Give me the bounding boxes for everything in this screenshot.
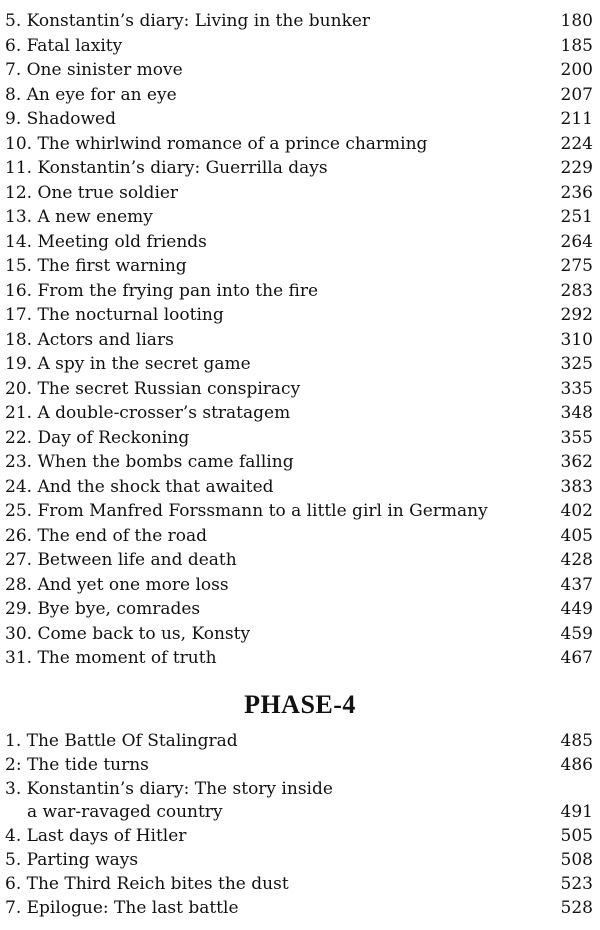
toc-entry (5, 9, 595, 34)
toc-entry (5, 873, 595, 897)
toc-entry-title: 26. The end of the road (5, 525, 208, 546)
toc-entry-page: 310 (560, 329, 593, 350)
toc-entry-page: 523 (560, 873, 593, 894)
toc-entry-page: 325 (560, 354, 593, 374)
toc-entry-title: a war-ravaged country (27, 802, 223, 823)
toc-entry-page: 207 (560, 84, 593, 105)
toc-entry (5, 825, 595, 849)
toc-entry-page: 485 (560, 731, 593, 751)
toc-entry-page: 180 (560, 11, 593, 31)
toc-entry-page: 437 (560, 574, 593, 595)
toc-entry-page: 275 (560, 256, 593, 276)
toc-entry-title: 28. And yet one more loss (5, 574, 229, 595)
toc-entry (5, 205, 595, 230)
toc-entry (5, 622, 595, 647)
toc-entry (5, 897, 595, 921)
toc-entry (5, 548, 595, 573)
toc-entry (5, 646, 595, 671)
toc-entry-title: 9. Shadowed (5, 109, 116, 129)
toc-entry (5, 58, 595, 83)
toc-entry-page: 264 (560, 231, 593, 252)
toc-entry (5, 279, 595, 304)
toc-entry-title: 27. Between life and death (5, 550, 237, 570)
toc-entry-title: 16. From the frying pan into the fire (5, 280, 319, 301)
toc-entry-title: 7. One sinister move (5, 60, 183, 80)
toc-entry-page: 348 (560, 403, 593, 423)
toc-section-phase-4 (5, 730, 595, 920)
toc-entry-page: 185 (560, 35, 593, 56)
toc-entry-page: 528 (560, 897, 593, 918)
toc-entry (5, 499, 595, 524)
phase-heading: PHASE-4 (244, 690, 356, 719)
toc-entry (5, 849, 595, 873)
toc-entry (5, 107, 595, 132)
toc-entry-title: 25. From Manfred Forssmann to a little girl in Germany (5, 501, 488, 521)
toc-entry-page: 459 (560, 623, 593, 644)
toc-entry-page: 229 (560, 158, 593, 178)
toc-entry-title: 19. A spy in the secret game (5, 354, 251, 374)
toc-entry (5, 730, 595, 754)
toc-entry-title: 6. Fatal laxity (5, 35, 123, 56)
toc-entry-title: 5. Konstantin’s diary: Living in the bunker (5, 11, 371, 31)
toc-entry (5, 230, 595, 255)
toc-entry-title: 7. Epilogue: The last battle (5, 897, 239, 918)
toc-entry-title: 15. The first warning (5, 256, 187, 276)
toc-entry (5, 181, 595, 206)
toc-entry-page: 383 (560, 476, 593, 497)
toc-entry-page: 355 (560, 427, 593, 448)
toc-entry (5, 83, 595, 108)
toc-entry (5, 132, 595, 157)
toc-entry-title: 30. Come back to us, Konsty (5, 623, 251, 644)
toc-entry (5, 475, 595, 500)
toc-entry-page: 200 (560, 60, 593, 80)
toc-entry-title: 17. The nocturnal looting (5, 305, 224, 325)
toc-entry-title: 5. Parting ways (5, 849, 139, 870)
toc-entry-page: 467 (560, 648, 593, 668)
toc-entry (5, 426, 595, 451)
toc-entry (5, 754, 595, 778)
toc-entry-page: 402 (560, 501, 593, 521)
toc-entry (5, 156, 595, 181)
toc-entry-page: 211 (560, 109, 593, 129)
toc-entry (5, 450, 595, 475)
toc-entry-page: 491 (560, 802, 593, 823)
toc-entry-title: 2: The tide turns (5, 754, 149, 775)
toc-entry-page: 428 (560, 550, 593, 570)
toc-entry-page: 362 (560, 452, 593, 472)
toc-entry-title: 12. One true soldier (5, 182, 179, 203)
toc-entry-page: 236 (560, 182, 593, 203)
toc-entry (5, 303, 595, 328)
toc-entry (5, 34, 595, 59)
toc-entry-title: 4. Last days of Hitler (5, 826, 187, 847)
toc-entry-page: 335 (560, 378, 593, 399)
toc-entry-title: 3. Konstantin’s diary: The story inside (5, 778, 333, 799)
toc-entry-title: 24. And the shock that awaited (5, 476, 274, 497)
toc-entry (5, 328, 595, 353)
toc-section-phase-3 (5, 9, 595, 671)
toc-entry-title: 8. An eye for an eye (5, 84, 177, 105)
toc-entry-title: 14. Meeting old friends (5, 231, 207, 252)
toc-entry-page: 224 (560, 133, 593, 154)
toc-entry-page: 508 (560, 849, 593, 870)
toc-entry (5, 254, 595, 279)
toc-entry (5, 778, 595, 802)
toc-entry (5, 573, 595, 598)
toc-entry (5, 524, 595, 549)
toc-entry-page: 449 (560, 599, 593, 619)
toc-entry-title: 18. Actors and liars (5, 329, 174, 350)
toc-entry-title: 13. A new enemy (5, 207, 153, 227)
toc-entry-page: 251 (560, 207, 593, 227)
toc-entry-title: 23. When the bombs came falling (5, 452, 294, 472)
toc-entry (5, 352, 595, 377)
toc-entry-title: 21. A double-crosser’s stratagem (5, 403, 291, 423)
toc-entry-title: 6. The Third Reich bites the dust (5, 873, 289, 894)
toc-entry-continuation (5, 801, 595, 825)
toc-entry-page: 486 (560, 754, 593, 775)
toc-entry (5, 401, 595, 426)
toc-entry-title: 29. Bye bye, comrades (5, 599, 201, 619)
toc-entry-title: 1. The Battle Of Stalingrad (5, 731, 238, 751)
toc-entry-page: 505 (560, 826, 593, 847)
toc-entry-page: 405 (560, 525, 593, 546)
toc-entry-title: 31. The moment of truth (5, 648, 217, 668)
toc-entry-title: 11. Konstantin’s diary: Guerrilla days (5, 158, 328, 178)
toc-entry-page: 283 (560, 280, 593, 301)
toc-entry-title: 20. The secret Russian conspiracy (5, 378, 301, 399)
toc-entry-title: 10. The whirlwind romance of a prince charming (5, 133, 428, 154)
toc-entry-page: 292 (560, 305, 593, 325)
toc-entry (5, 377, 595, 402)
toc-entry-title: 22. Day of Reckoning (5, 427, 190, 448)
toc-entry (5, 597, 595, 622)
